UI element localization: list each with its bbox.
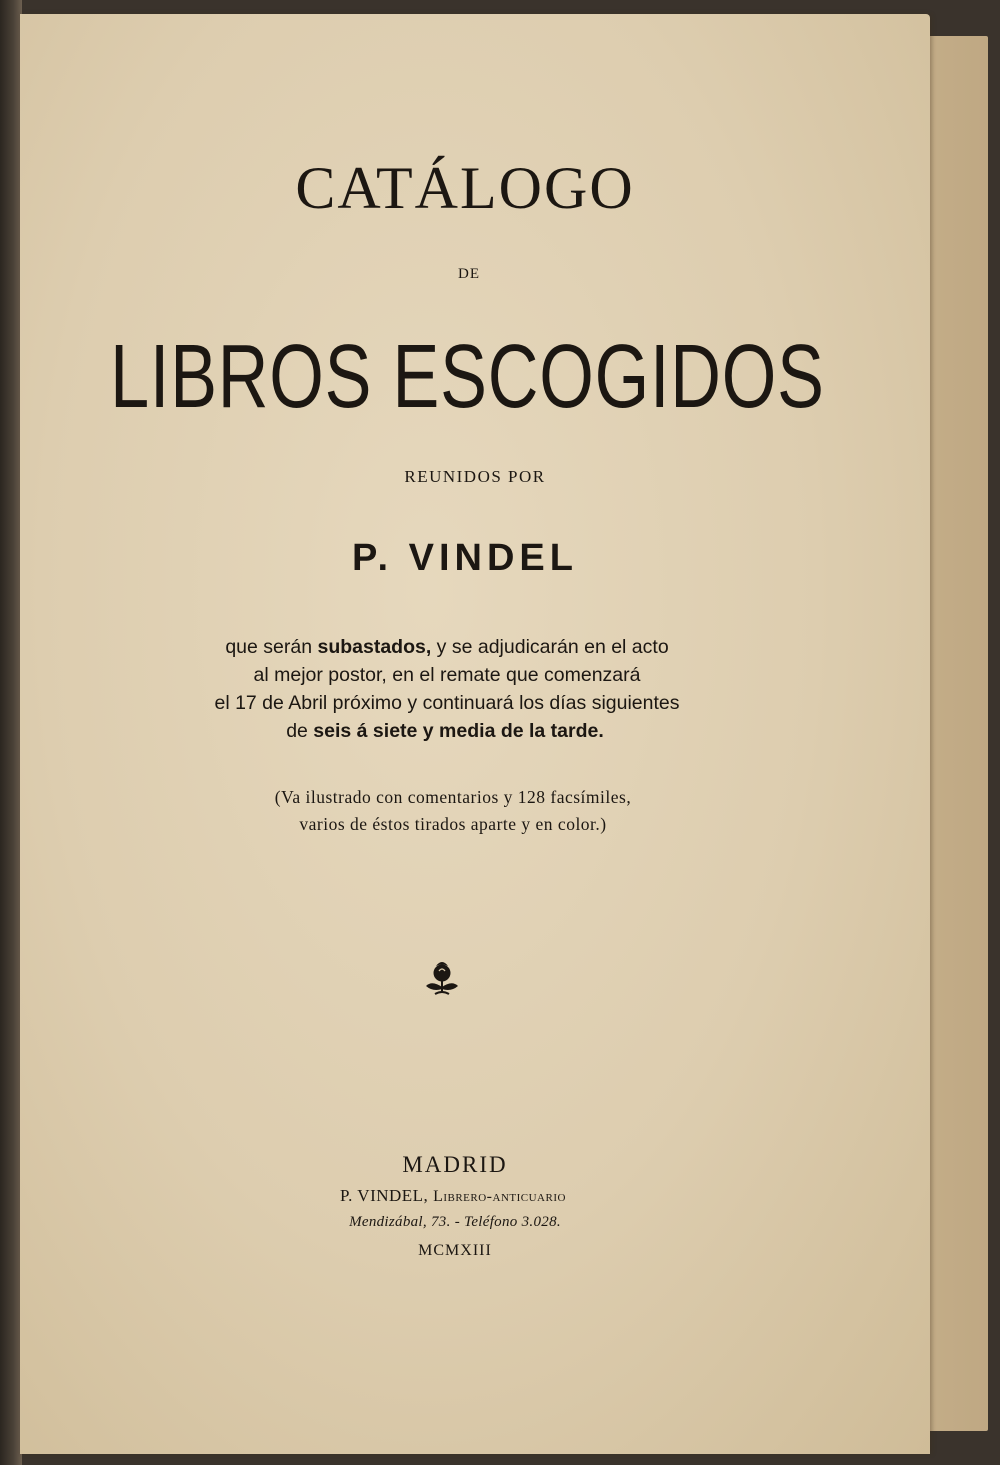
auction-text-line-4: de seis á siete y media de la tarde.	[286, 720, 604, 742]
illustration-note-line-2: varios de éstos tirados aparte y en color.)	[299, 814, 607, 834]
auction-text-line-3: el 17 de Abril próximo y continuará los días siguientes	[214, 692, 680, 714]
fleuron-flower-icon	[420, 956, 464, 1000]
imprint-publisher: P. VINDEL, Librero-anticuario	[340, 1186, 566, 1205]
emphasis-schedule: seis á siete y media de la tarde.	[313, 720, 604, 742]
imprint-year: MCMXIII	[418, 1242, 492, 1259]
imprint-city: MADRID	[402, 1152, 508, 1177]
catalog-title: CATÁLOGO	[295, 155, 635, 221]
main-title: LIBROS ESCOGIDOS	[110, 327, 825, 427]
title-page	[20, 14, 930, 1454]
auction-text-line-1: que serán subastados, y se adjudicarán en el acto	[225, 636, 669, 658]
title-connector: DE	[458, 266, 480, 282]
emphasis-subastados: subastados,	[317, 636, 432, 658]
compiled-by-label: REUNIDOS POR	[404, 467, 546, 486]
publisher-role: Librero-anticuario	[433, 1188, 566, 1205]
illustration-note-line-1: (Va ilustrado con comentarios y 128 facsímiles,	[274, 787, 632, 807]
auction-text-line-2: al mejor postor, en el remate que comenzará	[253, 664, 641, 686]
imprint-address: Mendizábal, 73. - Teléfono 3.028.	[349, 1214, 561, 1230]
author-name: P. VINDEL	[352, 537, 578, 579]
